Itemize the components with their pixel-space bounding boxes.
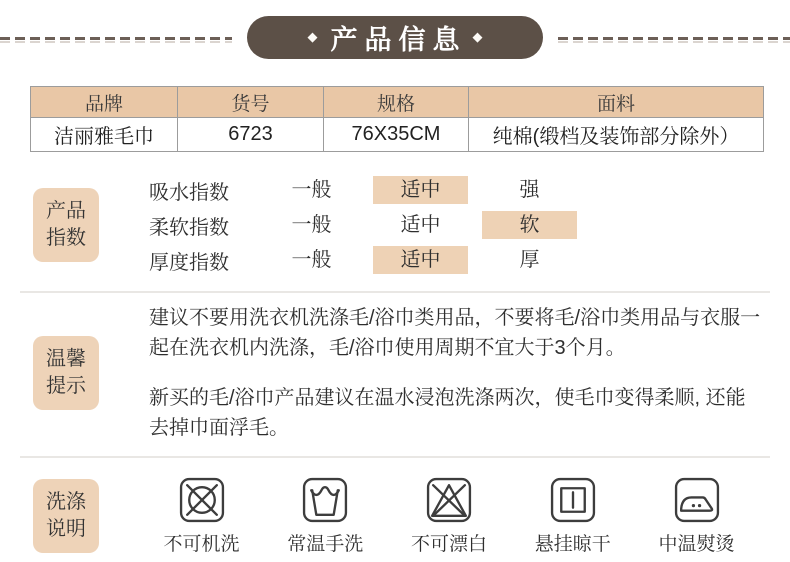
- col-header-spec: 规格: [324, 87, 469, 118]
- col-header-itemno: 货号: [178, 87, 324, 118]
- index-row-softness: [149, 208, 591, 243]
- diamond-icon: ◆: [472, 29, 483, 44]
- dashed-line-right: [558, 37, 790, 43]
- product-attribute-table: [30, 86, 764, 152]
- table-header-row: [31, 87, 764, 118]
- col-header-brand: 品牌: [31, 87, 178, 118]
- no-machine-wash-icon: [178, 476, 226, 524]
- spec-value: 76X35CM: [324, 118, 469, 152]
- medium-iron-icon: [673, 476, 721, 524]
- product-index-section: [33, 172, 790, 278]
- index-row-name: 吸水指数: [149, 181, 229, 204]
- index-option: 厚: [519, 249, 540, 271]
- index-row-thickness: [149, 243, 591, 278]
- page-title: 产品信息: [330, 24, 467, 55]
- index-option-selected: 适中: [373, 176, 468, 204]
- index-row-absorbency: [149, 173, 591, 208]
- no-bleach-icon: [425, 476, 473, 524]
- wash-item-label: 常温手洗: [287, 534, 364, 555]
- table-value-row: [31, 118, 764, 152]
- wash-item: [397, 476, 502, 556]
- hand-wash-icon: [301, 476, 349, 524]
- wash-item: [273, 476, 378, 556]
- washing-instructions-section: [33, 471, 790, 561]
- section-divider: [20, 456, 770, 458]
- index-option: 一般: [291, 179, 332, 201]
- dashed-line-left: [0, 37, 232, 43]
- washing-instructions-label: 洗涤 说明: [33, 479, 99, 553]
- wash-item: [520, 476, 625, 556]
- index-option-selected: 软: [482, 211, 577, 239]
- index-option: 适中: [400, 214, 441, 236]
- hang-dry-icon: [549, 476, 597, 524]
- index-row-name: 柔软指数: [149, 216, 229, 239]
- tips-paragraph: 新买的毛/浴巾产品建议在温水浸泡洗涤两次，使毛巾变得柔顺, 还能去掉巾面浮毛。: [149, 387, 746, 439]
- product-index-label: 产品 指数: [33, 188, 99, 262]
- index-option: 一般: [291, 214, 332, 236]
- wash-item: [644, 476, 749, 556]
- col-header-fabric: 面料: [469, 87, 764, 118]
- brand-value: 洁丽雅毛巾: [31, 118, 178, 152]
- index-option: 强: [519, 179, 540, 201]
- index-option-selected: 适中: [373, 246, 468, 274]
- itemno-value: 6723: [178, 118, 324, 152]
- warm-tips-section: [33, 303, 790, 443]
- wash-item: [149, 476, 254, 556]
- wash-item-label: 悬挂晾干: [534, 534, 611, 555]
- section-title-banner: [247, 16, 543, 59]
- index-rows: [149, 173, 591, 278]
- wash-item-label: 不可机洗: [163, 534, 240, 555]
- index-option: 一般: [291, 249, 332, 271]
- fabric-value: 纯棉(缎档及装饰部分除外）: [469, 118, 764, 152]
- index-row-name: 厚度指数: [149, 251, 229, 274]
- warm-tips-label: 温馨 提示: [33, 336, 99, 410]
- tips-paragraph: 建议不要用洗衣机洗涤毛/浴巾类用品，不要将毛/浴巾类用品与衣服一起在洗衣机内洗涤，毛/浴巾使用周期不宜大于3个月。: [149, 307, 761, 359]
- warm-tips-text: [149, 303, 763, 443]
- page-header: [0, 0, 790, 60]
- diamond-icon: ◆: [307, 29, 318, 44]
- wash-item-label: 不可漂白: [410, 534, 487, 555]
- section-divider: [20, 291, 770, 293]
- wash-item-label: 中温熨烫: [658, 534, 735, 555]
- wash-symbol-list: [149, 476, 749, 556]
